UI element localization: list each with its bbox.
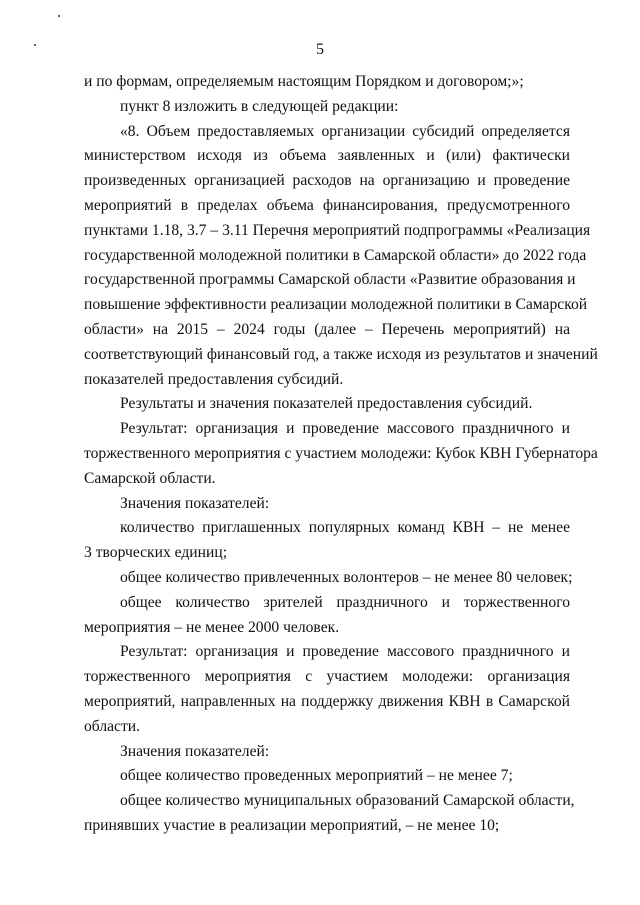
text-line: «8. Объем предоставляемых организации субсидий определяется bbox=[120, 122, 570, 140]
text-line: принявших участие в реализации мероприятий, – не менее 10; bbox=[84, 816, 500, 834]
page-number: 5 bbox=[316, 41, 324, 58]
text-line: произведенных организацией расходов на организацию и проведение bbox=[84, 172, 570, 190]
text-line: пункт 8 изложить в следующей редакции: bbox=[120, 97, 399, 115]
text-line: количество приглашенных популярных команд КВН – не менее bbox=[120, 519, 570, 537]
text-line: Результат: организация и проведение массового праздничного и bbox=[120, 420, 570, 438]
text-line: области. bbox=[84, 717, 141, 735]
text-line: повышение эффективности реализации молодежной политики в Самарской bbox=[84, 296, 588, 314]
text-line: пунктами 1.18, 3.7 – 3.11 Перечня мероприятий подпрограммы «Реализация bbox=[84, 221, 591, 239]
text-line: мероприятий, направленных на поддержку движения КВН в Самарской bbox=[84, 692, 570, 710]
text-line: министерством исходя из объема заявленных и (или) фактически bbox=[84, 147, 570, 165]
text-line: торжественного мероприятия с участием молодежи: Кубок КВН Губернатора bbox=[84, 444, 598, 462]
text-line: Самарской области. bbox=[84, 469, 216, 487]
text-line: общее количество проведенных мероприятий – не менее 7; bbox=[120, 767, 513, 785]
text-line: государственной программы Самарской области «Развитие образования и bbox=[84, 271, 576, 289]
text-line: области» на 2015 – 2024 годы (далее – Перечень мероприятий) на bbox=[84, 320, 570, 338]
scan-speck bbox=[58, 15, 60, 17]
text-line: торжественного мероприятия с участием молодежи: организация bbox=[84, 668, 570, 686]
document-body bbox=[84, 70, 598, 839]
text-line: общее количество муниципальных образований Самарской области, bbox=[120, 792, 575, 810]
text-line: мероприятия – не менее 2000 человек. bbox=[84, 618, 340, 636]
text-line: и по формам, определяемым настоящим Порядком и договором;»; bbox=[84, 73, 524, 90]
text-line: общее количество зрителей праздничного и торжественного bbox=[120, 593, 570, 611]
text-line: Значения показателей: bbox=[120, 494, 270, 512]
text-line: общее количество привлеченных волонтеров – не менее 80 человек; bbox=[120, 568, 573, 586]
text-line: 3 творческих единиц; bbox=[84, 544, 228, 562]
text-line: показателей предоставления субсидий. bbox=[84, 370, 344, 388]
text-line: Результаты и значения показателей предоставления субсидий. bbox=[120, 395, 533, 413]
text-line: Результат: организация и проведение массового праздничного и bbox=[120, 643, 570, 661]
text-line: соответствующий финансовый год, а также исходя из результатов и значений bbox=[84, 345, 598, 363]
text-line: мероприятий в пределах объема финансирования, предусмотренного bbox=[84, 196, 570, 214]
text-line: государственной молодежной политики в Самарской области» до 2022 года bbox=[84, 246, 587, 264]
text-line: Значения показателей: bbox=[120, 742, 270, 760]
